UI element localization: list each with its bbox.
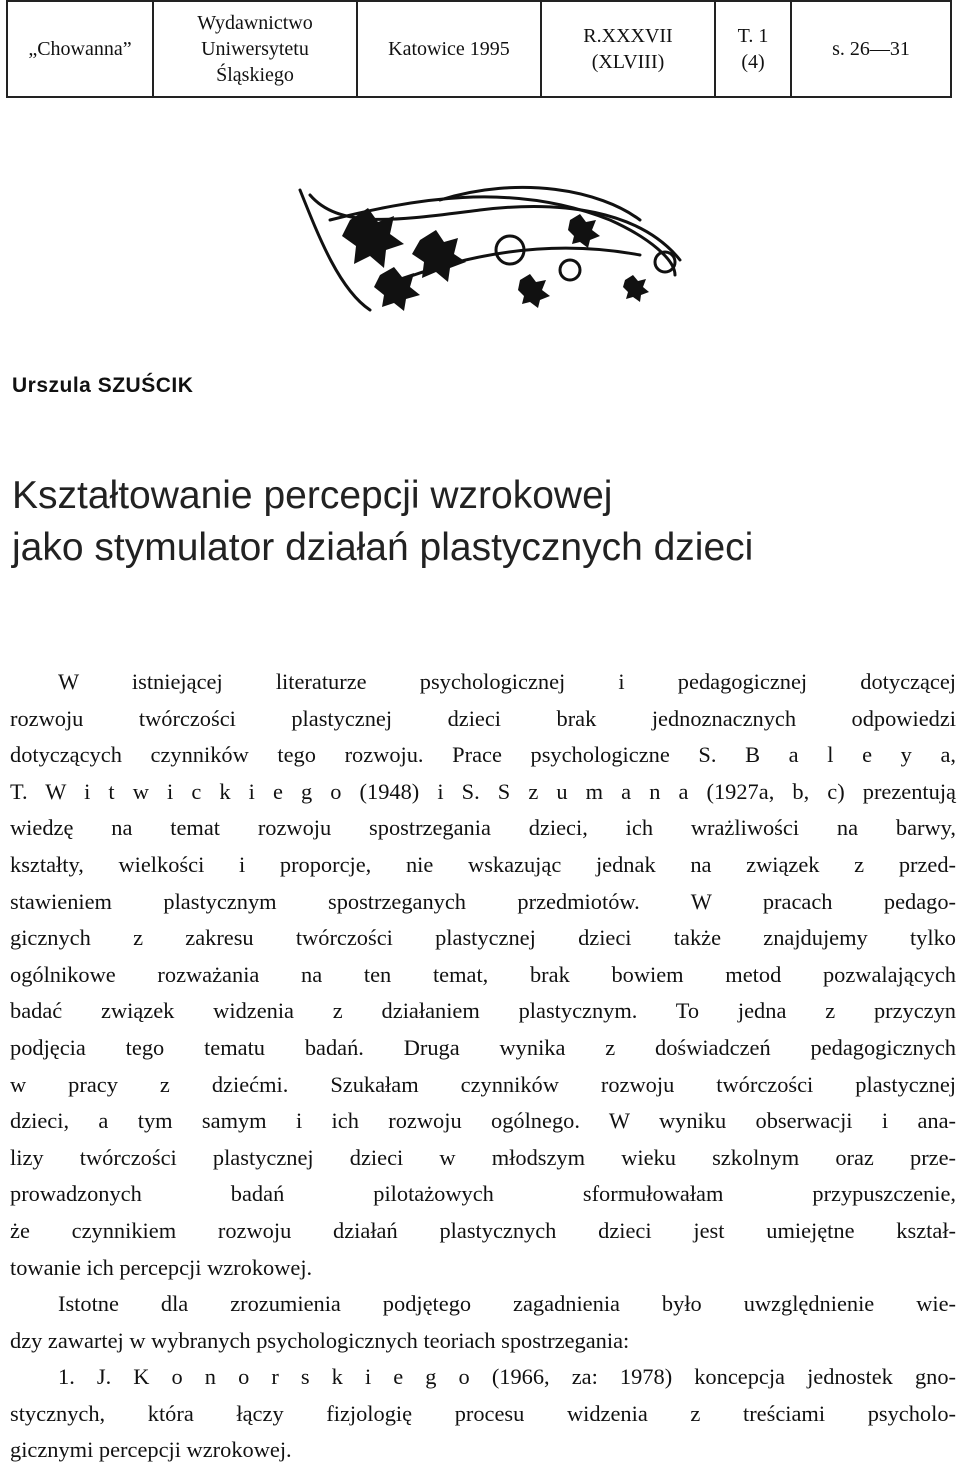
publisher-line-2: Uniwersytetu	[201, 38, 309, 60]
journal-name: „Chowanna”	[28, 38, 132, 60]
text-line: Istotne dla zrozumienia podjętego zagadnienia było uwzględnienie wie-	[58, 1291, 956, 1317]
text-line: podjęcia tego tematu badań. Druga wynika z doświadczeń pedagogicznych	[10, 1034, 956, 1060]
title-line-2: jako stymulator działań plastycznych dzieci	[12, 526, 754, 569]
tome-line-1: T. 1	[737, 25, 769, 47]
text-line: stawieniem plastycznym spostrzeganych przedmiotów. W pracach pedago-	[10, 888, 956, 914]
volume-line-2: (XLVIII)	[591, 51, 665, 73]
place-year: Katowice 1995	[388, 38, 510, 60]
text-line: rozwoju twórczości plastycznej dzieci brak jednoznacznych odpowiedzi	[10, 705, 956, 731]
text-line: wiedzę na temat rozwoju spostrzegania dzieci, ich wrażliwości na barwy,	[10, 815, 956, 841]
publisher-line-3: Śląskiego	[216, 64, 294, 86]
tome-line-2: (4)	[741, 51, 765, 73]
text-line: W istniejącej literaturze psychologicznej i pedagogicznej dotyczącej	[58, 669, 956, 694]
volume-line-1: R.XXXVII	[583, 25, 673, 47]
text-line: kształty, wielkości i proporcje, nie wskazując jednak na związek z przed-	[10, 851, 956, 877]
text-line: 1. J. K o n o r s k i e g o (1966, za: 1978) koncepcja jednostek gno-	[58, 1364, 956, 1390]
text-line: ogólnikowe rozważania na ten temat, brak bowiem metod pozwalających	[10, 961, 956, 987]
text-line: w pracy z dziećmi. Szukałam czynników rozwoju twórczości plastycznej	[10, 1071, 956, 1097]
floral-vine-ornament-icon	[280, 180, 700, 320]
page-range: s. 26—31	[832, 38, 910, 60]
title-line-1: Kształtowanie percepcji wzrokowej	[12, 474, 613, 517]
publisher-line-1: Wydawnictwo	[197, 12, 313, 34]
text-line: dotyczących czynników tego rozwoju. Prace psychologiczne S. B a l e y a,	[10, 742, 956, 768]
text-line: że czynnikiem rozwoju działań plastycznych dzieci jest umiejętne kształ-	[10, 1217, 956, 1243]
tome-cell	[715, 1, 791, 97]
publisher-cell	[153, 1, 357, 97]
text-line: badać związek widzenia z działaniem plastycznym. To jedna z przyczyn	[10, 998, 956, 1024]
text-line: dzieci, a tym samym i ich rozwoju ogólnego. W wyniku obserwacji i ana-	[10, 1108, 956, 1134]
text-line: prowadzonych badań pilotażowych sformułowałam przypuszczenie,	[10, 1181, 956, 1207]
article-body	[10, 664, 956, 1469]
text-line: gicznymi percepcji wzrokowej.	[10, 1437, 292, 1463]
author-name: Urszula SZUŚCIK	[12, 374, 194, 397]
volume-cell	[541, 1, 715, 97]
text-line: dzy zawartej w wybranych psychologicznych teoriach spostrzegania:	[10, 1327, 630, 1353]
pages-cell	[791, 1, 951, 97]
text-line: stycznych, która łączy fizjologię procesu widzenia z treściami psycholo-	[10, 1400, 956, 1426]
paragraph-3	[10, 1359, 956, 1469]
journal-header-table	[6, 0, 952, 98]
text-line: T. W i t w i c k i e g o (1948) i S. S z u m a n a (1927a, b, c) prezentują	[10, 778, 956, 804]
paragraph-2	[10, 1286, 956, 1359]
text-line: towanie ich percepcji wzrokowej.	[10, 1254, 313, 1280]
article-title	[12, 470, 952, 574]
place-year-cell	[357, 1, 541, 97]
text-line: lizy twórczości plastycznej dzieci w młodszym wieku szkolnym oraz prze-	[10, 1144, 956, 1170]
journal-name-cell	[7, 1, 153, 97]
text-line: gicznych z zakresu twórczości plastycznej dzieci także znajdujemy tylko	[10, 925, 956, 951]
paragraph-1	[10, 664, 956, 1286]
